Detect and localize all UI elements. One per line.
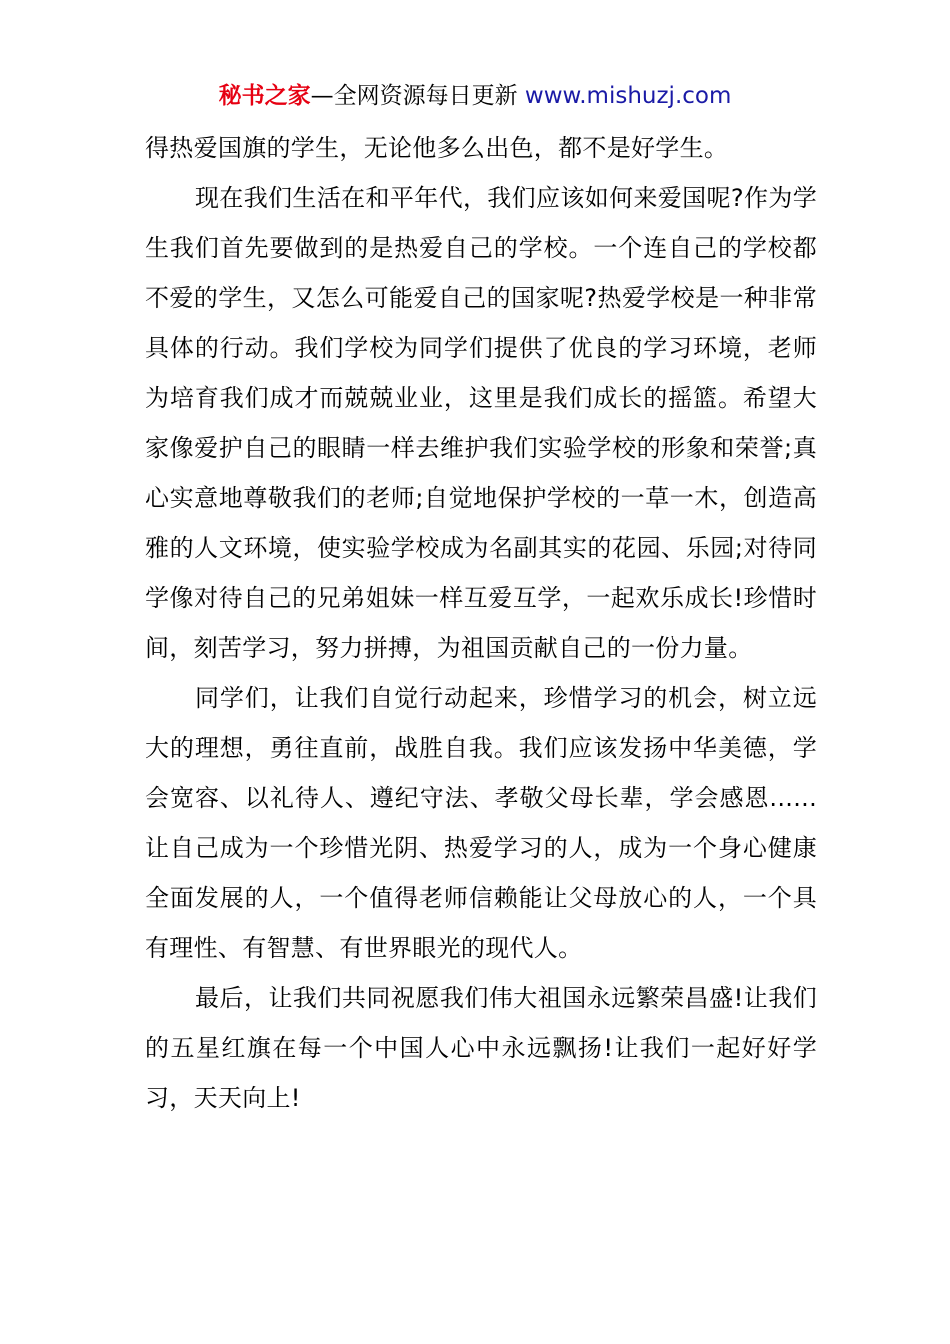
site-url-link[interactable]: www.mishuzj.com <box>524 83 732 109</box>
paragraph-call-to-action: 同学们，让我们自觉行动起来，珍惜学习的机会，树立远大的理想，勇往直前，战胜自我。我们应该发扬中华美德，学会宽容、以礼待人、遵纪守法、孝敬父母长辈，学会感恩......让自己成为一个珍惜光阴、热爱学习的人，成为一个身心健康全面发展的人，一个值得老师信赖能让父母放心的人，一个具有理性、有智慧、有世界眼光的现代人。 <box>145 684 817 962</box>
page-header <box>0 80 950 112</box>
site-brand: 秘书之家 <box>218 83 311 109</box>
paragraph-continued: 得热爱国旗的学生，无论他多么出色，都不是好学生。 <box>145 134 729 162</box>
paragraph-love-school: 现在我们生活在和平年代，我们应该如何来爱国呢?作为学生我们首先要做到的是热爱自己的学校。一个连自己的学校都不爱的学生，又怎么可能爱自己的国家呢?热爱学校是一种非常具体的行动。我们学校为同学们提供了优良的学习环境，老师为培育我们成才而兢兢业业，这里是我们成长的摇篮。希望大家像爱护自己的眼睛一样去维护我们实验学校的形象和荣誉;真心实意地尊敬我们的老师;自觉地保护学校的一草一木，创造高雅的人文环境，使实验学校成为名副其实的花园、乐园;对待同学像对待自己的兄弟姐妹一样互爱互学，一起欢乐成长!珍惜时间，刻苦学习，努力拼搏，为祖国贡献自己的一份力量。 <box>145 184 817 662</box>
paragraph-closing: 最后，让我们共同祝愿我们伟大祖国永远繁荣昌盛!让我们的五星红旗在每一个中国人心中永远飘扬!让我们一起好好学习，天天向上! <box>145 984 817 1112</box>
site-tagline: —全网资源每日更新 <box>310 83 518 109</box>
document-body <box>145 123 817 1123</box>
